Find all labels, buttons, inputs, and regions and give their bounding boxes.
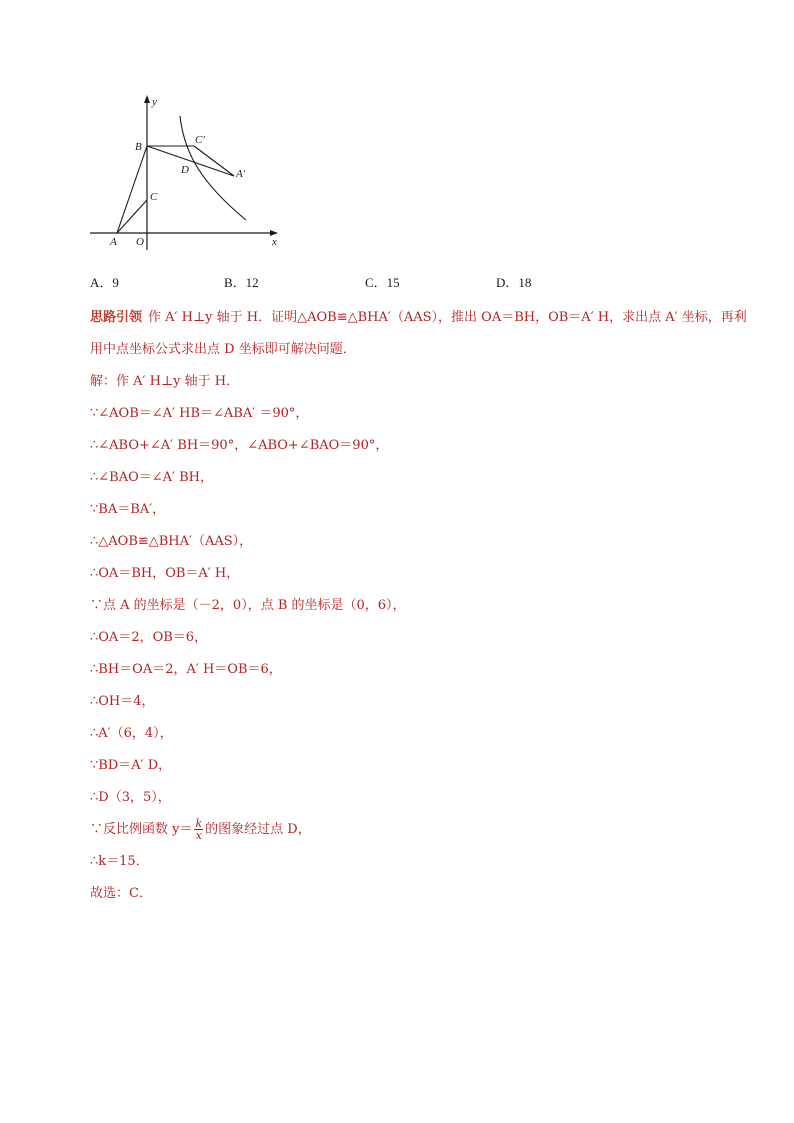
figure-svg — [88, 92, 288, 252]
segment-AB — [117, 146, 147, 233]
solution-line-14: ∴D（3，5）， — [90, 790, 171, 805]
solution-line-7: ∴OA＝BH，OB＝A′ H， — [90, 566, 240, 581]
solution-line-1: 解：作 A′ H⊥y 轴于 H． — [90, 374, 240, 389]
solution-line-5: ∵BA＝BA′， — [90, 502, 166, 517]
fraction-denominator: x — [195, 829, 202, 842]
y-axis-arrow — [144, 95, 150, 103]
function-prefix: ∵反比例函数 y＝ — [90, 822, 193, 837]
fraction-numerator: k — [195, 817, 203, 830]
hint-tag: 思路引领 — [90, 310, 143, 325]
option-c: C．15 — [365, 275, 400, 290]
label-O: O — [136, 236, 144, 248]
option-b: B．12 — [224, 275, 259, 290]
answer-options — [90, 272, 710, 290]
function-line — [90, 814, 750, 846]
solution-line-6: ∴△AOB≌△BHA′（AAS）， — [90, 534, 253, 549]
label-B: B — [135, 141, 142, 153]
answer-line: 故选：C． — [90, 886, 152, 901]
label-C-prime: C' — [195, 134, 205, 146]
k-result-line: ∴k＝15． — [90, 854, 149, 869]
solution-line-2: ∵∠AOB＝∠A′ HB＝∠ABA′ ＝90°， — [90, 406, 309, 421]
solution-line-10: ∴BH＝OA＝2，A′ H＝OB＝6， — [90, 662, 282, 677]
solution-line-11: ∴OH＝4， — [90, 694, 155, 709]
option-d: D．18 — [496, 275, 532, 290]
option-a: A．9 — [90, 275, 119, 290]
hint-text: 作 A′ H⊥y 轴于 H．证明△AOB≌△BHA′（AAS），推出 OA＝BH，OB＝A′ H，求出点 A′ 坐标，再利用中点坐标公式求出点 D 坐标即可解决问题． — [90, 310, 747, 357]
solution-line-3: ∴∠ABO+∠A′ BH＝90°，∠ABO+∠BAO＝90°， — [90, 438, 389, 453]
label-C: C — [150, 191, 158, 203]
label-A-prime: A' — [236, 168, 246, 180]
label-y: y — [152, 96, 157, 108]
label-A: A — [110, 236, 117, 248]
coordinate-figure — [88, 92, 288, 252]
label-D: D — [181, 164, 189, 176]
solution-line-8: ∵点 A 的坐标是（－2，0），点 B 的坐标是（0，6）， — [90, 598, 406, 613]
solution-line-9: ∴OA＝2，OB＝6， — [90, 630, 208, 645]
fraction-k-over-x — [194, 818, 203, 841]
hint-paragraph — [90, 302, 750, 366]
segment-BA-prime — [147, 146, 234, 176]
label-x: x — [272, 236, 277, 248]
solution-line-4: ∴∠BAO＝∠A′ BH， — [90, 470, 214, 485]
function-suffix: 的图象经过点 D， — [205, 822, 311, 837]
segment-AC — [117, 200, 147, 233]
solution-body — [90, 302, 750, 910]
solution-line-12: ∴A′（6，4）， — [90, 726, 173, 741]
solution-line-13: ∵BD＝A′ D， — [90, 758, 172, 773]
